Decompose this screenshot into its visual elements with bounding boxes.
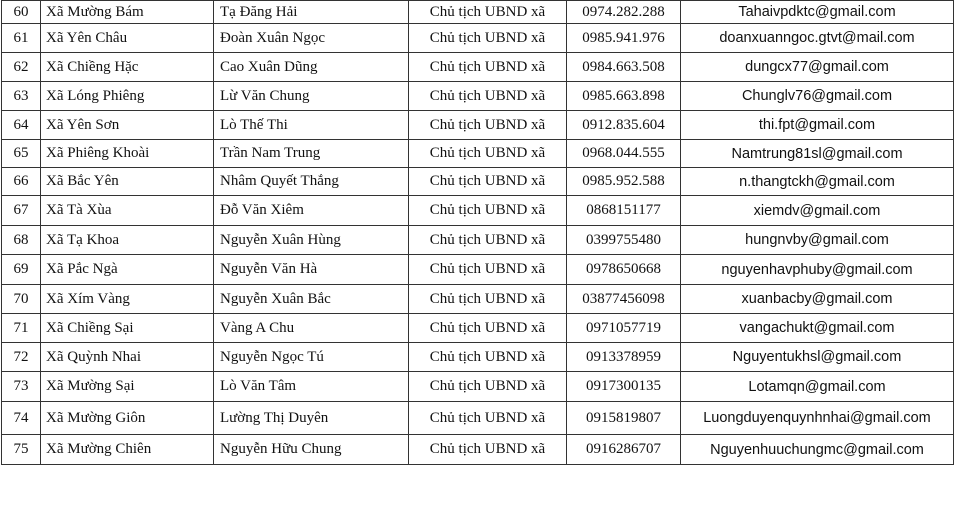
email-address: xiemdv@gmail.com [681,196,954,226]
official-position: Chủ tịch UBND xã [409,82,567,111]
row-number: 60 [2,1,41,24]
official-position: Chủ tịch UBND xã [409,1,567,24]
official-position: Chủ tịch UBND xã [409,24,567,53]
table-row [2,1,954,24]
email-address: xuanbacby@gmail.com [681,285,954,314]
table-row [2,196,954,226]
row-number: 61 [2,24,41,53]
phone-number: 0985.663.898 [567,82,681,111]
official-position: Chủ tịch UBND xã [409,53,567,82]
phone-number: 0399755480 [567,226,681,255]
row-number: 65 [2,140,41,168]
row-number: 71 [2,314,41,343]
phone-number: 0916286707 [567,435,681,465]
official-name: Đoàn Xuân Ngọc [214,24,409,53]
officials-table [1,0,954,465]
table-row [2,168,954,196]
email-address: vangachukt@gmail.com [681,314,954,343]
official-name: Nhâm Quyết Thắng [214,168,409,196]
commune-name: Xã Mường Sại [41,372,214,402]
official-position: Chủ tịch UBND xã [409,402,567,435]
email-address: nguyenhavphuby@gmail.com [681,255,954,285]
table-row [2,314,954,343]
phone-number: 03877456098 [567,285,681,314]
row-number: 72 [2,343,41,372]
phone-number: 0974.282.288 [567,1,681,24]
phone-number: 0984.663.508 [567,53,681,82]
official-name: Cao Xuân Dũng [214,53,409,82]
commune-name: Xã Chiềng Sại [41,314,214,343]
table-row [2,111,954,140]
commune-name: Xã Bắc Yên [41,168,214,196]
official-position: Chủ tịch UBND xã [409,226,567,255]
table-row [2,372,954,402]
commune-name: Xã Lóng Phiêng [41,82,214,111]
email-address: dungcx77@gmail.com [681,53,954,82]
official-position: Chủ tịch UBND xã [409,372,567,402]
email-address: Chunglv76@gmail.com [681,82,954,111]
phone-number: 0912.835.604 [567,111,681,140]
email-address: n.thangtckh@gmail.com [681,168,954,196]
phone-number: 0913378959 [567,343,681,372]
official-name: Lò Thế Thi [214,111,409,140]
phone-number: 0985.941.976 [567,24,681,53]
table-row [2,402,954,435]
official-position: Chủ tịch UBND xã [409,140,567,168]
commune-name: Xã Tà Xùa [41,196,214,226]
table-row [2,226,954,255]
official-name: Tạ Đăng Hải [214,1,409,24]
row-number: 73 [2,372,41,402]
official-position: Chủ tịch UBND xã [409,255,567,285]
email-address: thi.fpt@gmail.com [681,111,954,140]
official-name: Nguyễn Hữu Chung [214,435,409,465]
email-address: hungnvby@gmail.com [681,226,954,255]
email-address: Tahaivpdktc@gmail.com [681,1,954,24]
phone-number: 0915819807 [567,402,681,435]
official-position: Chủ tịch UBND xã [409,168,567,196]
official-position: Chủ tịch UBND xã [409,314,567,343]
table-row [2,255,954,285]
official-position: Chủ tịch UBND xã [409,343,567,372]
row-number: 66 [2,168,41,196]
email-address: Nguyentukhsl@gmail.com [681,343,954,372]
commune-name: Xã Phiêng Khoài [41,140,214,168]
official-position: Chủ tịch UBND xã [409,435,567,465]
phone-number: 0917300135 [567,372,681,402]
commune-name: Xã Xím Vàng [41,285,214,314]
row-number: 67 [2,196,41,226]
commune-name: Xã Pắc Ngà [41,255,214,285]
commune-name: Xã Yên Châu [41,24,214,53]
row-number: 75 [2,435,41,465]
table-row [2,53,954,82]
table-body [2,1,954,465]
phone-number: 0971057719 [567,314,681,343]
phone-number: 0968.044.555 [567,140,681,168]
table-row [2,435,954,465]
official-name: Đỗ Văn Xiêm [214,196,409,226]
official-name: Nguyễn Xuân Hùng [214,226,409,255]
commune-name: Xã Yên Sơn [41,111,214,140]
email-address: doanxuanngoc.gtvt@mail.com [681,24,954,53]
row-number: 74 [2,402,41,435]
email-address: Luongduyenquynhnhai@gmail.com [681,402,954,435]
table-row [2,24,954,53]
commune-name: Xã Mường Giôn [41,402,214,435]
row-number: 70 [2,285,41,314]
phone-number: 0978650668 [567,255,681,285]
official-position: Chủ tịch UBND xã [409,196,567,226]
official-position: Chủ tịch UBND xã [409,285,567,314]
commune-name: Xã Mường Bám [41,1,214,24]
commune-name: Xã Chiềng Hặc [41,53,214,82]
row-number: 62 [2,53,41,82]
table-row [2,82,954,111]
email-address: Namtrung81sl@gmail.com [681,140,954,168]
official-name: Nguyễn Văn Hà [214,255,409,285]
table-row [2,140,954,168]
official-name: Lò Văn Tâm [214,372,409,402]
table-row [2,285,954,314]
official-name: Nguyễn Ngọc Tú [214,343,409,372]
commune-name: Xã Mường Chiên [41,435,214,465]
email-address: Nguyenhuuchungmc@gmail.com [681,435,954,465]
official-name: Lừ Văn Chung [214,82,409,111]
table-row [2,343,954,372]
official-position: Chủ tịch UBND xã [409,111,567,140]
row-number: 63 [2,82,41,111]
email-address: Lotamqn@gmail.com [681,372,954,402]
row-number: 64 [2,111,41,140]
official-name: Trần Nam Trung [214,140,409,168]
official-name: Lường Thị Duyên [214,402,409,435]
row-number: 69 [2,255,41,285]
phone-number: 0868151177 [567,196,681,226]
commune-name: Xã Quỳnh Nhai [41,343,214,372]
phone-number: 0985.952.588 [567,168,681,196]
official-name: Vàng A Chu [214,314,409,343]
commune-name: Xã Tạ Khoa [41,226,214,255]
row-number: 68 [2,226,41,255]
official-name: Nguyễn Xuân Bắc [214,285,409,314]
